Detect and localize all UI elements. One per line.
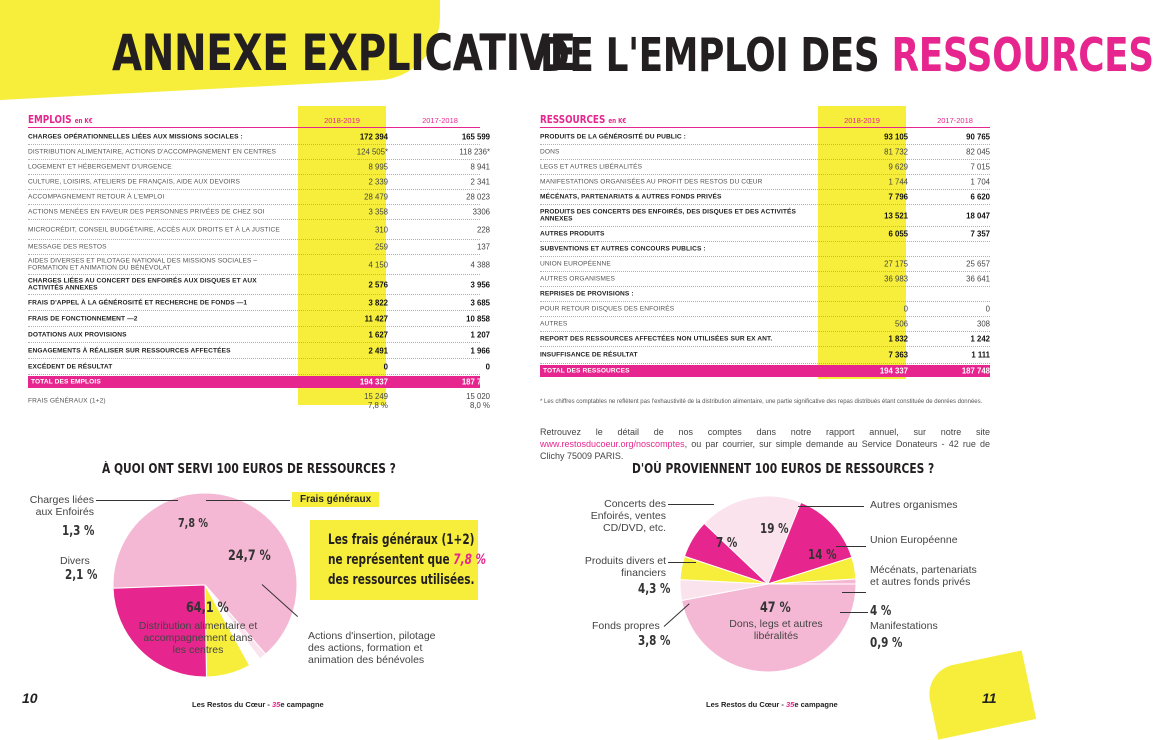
emplois-header (28, 112, 480, 128)
footer-right: Les Restos du Cœur - 35e campagne (706, 700, 838, 709)
leader-manif (840, 612, 868, 613)
website-link[interactable]: www.restosducoeur.org/noscomptes (540, 439, 685, 449)
row-label: AUTRES (540, 320, 568, 328)
row-value-previous: 3 956 (470, 280, 490, 289)
row-label: POUR RETOUR DISQUES DES ENFOIRÉS (540, 305, 675, 313)
row-value-previous: 1 966 (470, 346, 490, 355)
row-label: MICROCRÉDIT, CONSEIL BUDGÉTAIRE, ACCÈS AUX DROITS ET À LA JUSTICE (28, 225, 280, 233)
table-row (540, 347, 990, 364)
emplois-year1: 2018-2019 (324, 116, 360, 125)
frais-badge: Frais généraux (292, 492, 379, 507)
row-value-current: 93 105 (884, 132, 908, 142)
row-value-current: 1 832 (888, 334, 908, 344)
row-value-previous: 165 599 (461, 132, 490, 142)
label-distrib: Distribution alimentaire et accompagnement dans les centres (138, 620, 258, 656)
label-produits: Produits divers et financiers (584, 555, 666, 579)
page-number-left: 10 (22, 690, 38, 706)
table-row (28, 145, 490, 160)
total-row (540, 365, 990, 377)
row-value-current: 2 339 (368, 177, 388, 187)
row-value-current: 259 (374, 242, 388, 252)
row-label: AUTRES PRODUITS (540, 230, 605, 238)
table-row (28, 240, 490, 255)
row-value-current: 124 505* (356, 147, 388, 157)
row-label: DOTATIONS AUX PROVISIONS (28, 330, 127, 338)
table-row (540, 145, 990, 160)
table-row (28, 343, 490, 359)
callout-box (310, 520, 487, 600)
emplois-table (28, 112, 490, 432)
row-label: MESSAGE DES RESTOS (28, 243, 107, 251)
row-value-current: 8 995 (368, 162, 388, 172)
row-label: SUBVENTIONS ET AUTRES CONCOURS PUBLICS : (540, 245, 706, 253)
row-label: FRAIS D'APPEL À LA GÉNÉROSITÉ ET RECHERCHE DE FONDS —1 (28, 298, 248, 306)
row-value-current: 11 427 (364, 314, 388, 323)
table-row (28, 190, 490, 205)
row-value-current: 310 (374, 225, 388, 234)
row-value-previous: 118 236* (459, 147, 490, 157)
pct-autres: 19 % (760, 522, 789, 537)
ressources-title: RESSOURCES en K€ (540, 113, 627, 126)
row-label: DISTRIBUTION ALIMENTAIRE, ACTIONS D'ACCOMPAGNEMENT EN CENTRES (28, 148, 277, 156)
page-number-right: 11 (982, 690, 997, 706)
emplois-title: EMPLOIS en K€ (28, 113, 93, 126)
row-value-current: 3 358 (368, 207, 388, 217)
table-row (540, 175, 990, 190)
row-value-current: 4 150 (368, 260, 388, 269)
pct-produits: 4,3 % (638, 582, 671, 597)
yellow-brush-bottom-right (924, 650, 1036, 739)
row-value-current: 7 796 (888, 192, 908, 202)
table-row (540, 257, 990, 272)
row-label: REPRISES DE PROVISIONS : (540, 290, 634, 298)
row-value-current: 172 394 (359, 132, 388, 142)
row-value-current: 0 (903, 304, 908, 314)
row-label: AUTRES ORGANISMES (540, 275, 615, 283)
total-label: TOTAL DES EMPLOIS (31, 378, 101, 386)
leader-enfoires (96, 500, 178, 501)
ressources-note: Retrouvez le détail de nos comptes dans notre rapport annuel, sur notre site www.restosducoeur.org/noscomptes, ou par courrier, sur simple demande au Service Donateurs - 42 rue de Clichy 75009 PARIS. (540, 427, 990, 461)
ressources-year1: 2018-2019 (844, 116, 880, 125)
row-value-previous: 28 023 (466, 192, 490, 202)
leader-frais (206, 500, 290, 501)
pct-enfoires: 1,3 % (62, 524, 95, 539)
row-value-previous: 137 (476, 242, 490, 252)
row-value-previous: 7 357 (970, 229, 990, 239)
label-actions: Actions d'insertion, pilotage des actions, formation et animation des bénévoles (308, 630, 436, 666)
page-title-left: ANNEXE EXPLICATIVE (112, 24, 576, 82)
table-row (540, 242, 990, 257)
table-row (28, 130, 490, 145)
table-row (28, 311, 490, 327)
row-value-previous: 82 045 (966, 147, 990, 157)
row-label: ENGAGEMENTS À RÉALISER SUR RESSOURCES AFFECTÉES (28, 346, 231, 354)
table-row (540, 302, 990, 317)
row-value-current: 2 576 (368, 280, 388, 289)
row-label: AIDES DIVERSES ET PILOTAGE NATIONAL DES MISSIONS SOCIALES – FORMATION ET ANIMATION DU BÉNÉVOLAT (28, 257, 258, 272)
label-manif: Manifestations (870, 620, 938, 632)
callout-line-1: Les frais généraux (1+2) (328, 532, 475, 548)
pct-ue: 14 % (808, 548, 837, 563)
row-value-previous: 7 015 (970, 162, 990, 172)
label-divers: Divers (60, 555, 90, 567)
row-label: PRODUITS DE LA GÉNÉROSITÉ DU PUBLIC : (540, 133, 686, 141)
total-value-previous: 187 748 (961, 366, 990, 376)
row-label: INSUFFISANCE DE RÉSULTAT (540, 351, 638, 359)
pct-mecenats: 4 % (870, 604, 892, 619)
row-value-previous: 1 704 (970, 177, 990, 187)
row-label: LEGS ET AUTRES LIBÉRALITÉS (540, 163, 643, 171)
row-label: CHARGES LIÉES AU CONCERT DES ENFOIRÉS AUX DISQUES ET AUX ACTIVITÉS ANNEXES (28, 277, 257, 292)
leader-mecenats (842, 592, 866, 593)
table-row (28, 175, 490, 190)
leader-produits (668, 562, 696, 563)
row-value-current: 9 629 (888, 162, 908, 172)
label-mecenats: Mécénats, partenariats et autres fonds privés (870, 564, 977, 588)
row-value-previous: 1 111 (971, 350, 990, 360)
pct-distrib: 64,1 % (186, 600, 229, 616)
frais-label: FRAIS GÉNÉRAUX (1+2) (28, 397, 106, 405)
ressources-footnote: * Les chiffres comptables ne reflètent pas l'exhaustivité de la distribution alimentaire, une partie significative des repas distribués étant constituée de denrées données. (540, 399, 983, 405)
row-value-previous: 10 858 (466, 314, 490, 323)
row-value-previous: 3 685 (470, 298, 490, 307)
table-row (28, 359, 490, 375)
table-row (540, 332, 990, 347)
table-row (540, 317, 990, 332)
total-value-previous: 187 748 (461, 377, 490, 387)
row-value-previous: 18 047 (966, 211, 990, 220)
total-value-current: 194 337 (879, 366, 908, 376)
row-label: DONS (540, 148, 560, 156)
row-value-previous: 228 (476, 225, 490, 234)
pie-right-title: D'OÙ PROVIENNENT 100 EUROS DE RESSOURCES ? (632, 462, 935, 477)
row-label: CULTURE, LOISIRS, ATELIERS DE FRANÇAIS, AIDE AUX DEVOIRS (28, 178, 241, 186)
ressources-table (540, 112, 990, 392)
row-label: PRODUITS DES CONCERTS DES ENFOIRÉS, DES DISQUES ET DES ACTIVITÉS ANNEXES (540, 208, 797, 223)
row-value-previous: 4 388 (470, 260, 490, 269)
row-value-current: 3 822 (368, 298, 388, 307)
emplois-year2: 2017-2018 (422, 116, 458, 125)
pie-right-chart (678, 494, 858, 674)
table-row (28, 205, 490, 220)
table-row (540, 272, 990, 287)
row-value-previous: 0 (485, 362, 490, 371)
row-label: MÉCÉNATS, PARTENARIATS & AUTRES FONDS PRIVÉS (540, 193, 722, 201)
callout-line-3: des ressources utilisées. (328, 572, 475, 588)
total-row (28, 376, 490, 388)
label-ue: Union Européenne (870, 534, 958, 546)
page-title-right: DE L'EMPLOI DES RESSOURCES (540, 28, 1154, 82)
row-value-current: 1 627 (368, 330, 388, 339)
row-value-current: 13 521 (884, 211, 908, 220)
row-value-current: 506 (894, 319, 908, 329)
table-row (540, 287, 990, 302)
row-value-previous: 0 (985, 304, 990, 314)
label-concerts: Concerts des Enfoirés, ventes CD/DVD, etc. (590, 498, 666, 534)
table-row (28, 160, 490, 175)
row-value-previous: 36 641 (966, 274, 990, 284)
row-label: ACCOMPAGNEMENT RETOUR À L'EMPLOI (28, 193, 165, 201)
table-row (28, 327, 490, 343)
frais-generaux-row (28, 390, 490, 412)
row-value-previous: 308 (976, 319, 990, 329)
row-value-current: 27 175 (884, 259, 908, 269)
table-row (540, 227, 990, 242)
row-label: FRAIS DE FONCTIONNEMENT —2 (28, 314, 138, 322)
ressources-header (540, 112, 990, 128)
row-value-previous: 8 941 (470, 162, 490, 172)
ressources-year2: 2017-2018 (937, 116, 973, 125)
footer-left: Les Restos du Cœur - 35e campagne (192, 700, 324, 709)
table-row (540, 190, 990, 205)
row-label: LOGEMENT ET HÉBERGEMENT D'URGENCE (28, 163, 172, 171)
pct-manif: 0,9 % (870, 636, 903, 651)
row-value-previous: 1 242 (970, 334, 990, 344)
frais-value-current: 15 249 7,8 % (364, 392, 388, 410)
total-value-current: 194 337 (359, 377, 388, 387)
row-label: UNION EUROPÉENNE (540, 260, 611, 268)
row-value-previous: 2 341 (470, 177, 490, 187)
pie-left-title: À QUOI ONT SERVI 100 EUROS DE RESSOURCES ? (102, 462, 396, 477)
row-value-previous: 90 765 (966, 132, 990, 142)
pct-fonds: 3,8 % (638, 634, 671, 649)
label-dons: Dons, legs et autres libéralités (729, 618, 823, 642)
row-label: EXCÉDENT DE RÉSULTAT (28, 362, 113, 370)
label-autres: Autres organismes (870, 499, 958, 511)
table-row (540, 130, 990, 145)
frais-value-previous: 15 020 8,0 % (466, 392, 490, 410)
pct-concerts: 7 % (716, 536, 738, 551)
pct-dons: 47 % (760, 600, 791, 616)
row-value-previous: 3306 (472, 207, 490, 217)
table-row (28, 275, 490, 295)
callout-line-2: ne représentent que 7,8 % (328, 552, 487, 568)
row-value-previous: 6 620 (970, 192, 990, 202)
row-value-previous: 25 657 (966, 259, 990, 269)
row-value-current: 28 479 (364, 192, 388, 202)
row-value-current: 7 363 (888, 350, 908, 360)
row-label: ACTIONS MENÉES EN FAVEUR DES PERSONNES PRIVÉES DE CHEZ SOI (28, 208, 265, 216)
row-value-current: 36 983 (884, 274, 908, 284)
row-label: REPORT DES RESSOURCES AFFECTÉES NON UTILISÉES SUR EX ANT. (540, 335, 773, 343)
leader-autres (798, 506, 864, 507)
row-value-current: 6 055 (888, 229, 908, 239)
pct-frais: 7,8 % (178, 516, 208, 530)
leader-ue (836, 546, 866, 547)
row-label: MANIFESTATIONS ORGANISÉES AU PROFIT DES RESTOS DU CŒUR (540, 178, 763, 186)
row-value-current: 81 732 (884, 147, 908, 157)
table-row (28, 295, 490, 311)
leader-concerts (668, 504, 714, 505)
pct-actions: 24,7 % (228, 548, 271, 564)
table-row (28, 220, 490, 240)
row-value-previous: 1 207 (470, 330, 490, 339)
row-value-current: 2 491 (368, 346, 388, 355)
table-row (540, 160, 990, 175)
row-value-current: 0 (383, 362, 388, 371)
label-fonds: Fonds propres (592, 620, 660, 632)
row-label: CHARGES OPÉRATIONNELLES LIÉES AUX MISSIONS SOCIALES : (28, 133, 243, 141)
label-enfoires: Charges liées aux Enfoirés (29, 494, 94, 518)
pct-divers: 2,1 % (65, 568, 98, 583)
row-value-current: 1 744 (888, 177, 908, 187)
total-label: TOTAL DES RESSOURCES (543, 367, 630, 375)
table-row (540, 205, 990, 227)
table-row (28, 255, 490, 275)
